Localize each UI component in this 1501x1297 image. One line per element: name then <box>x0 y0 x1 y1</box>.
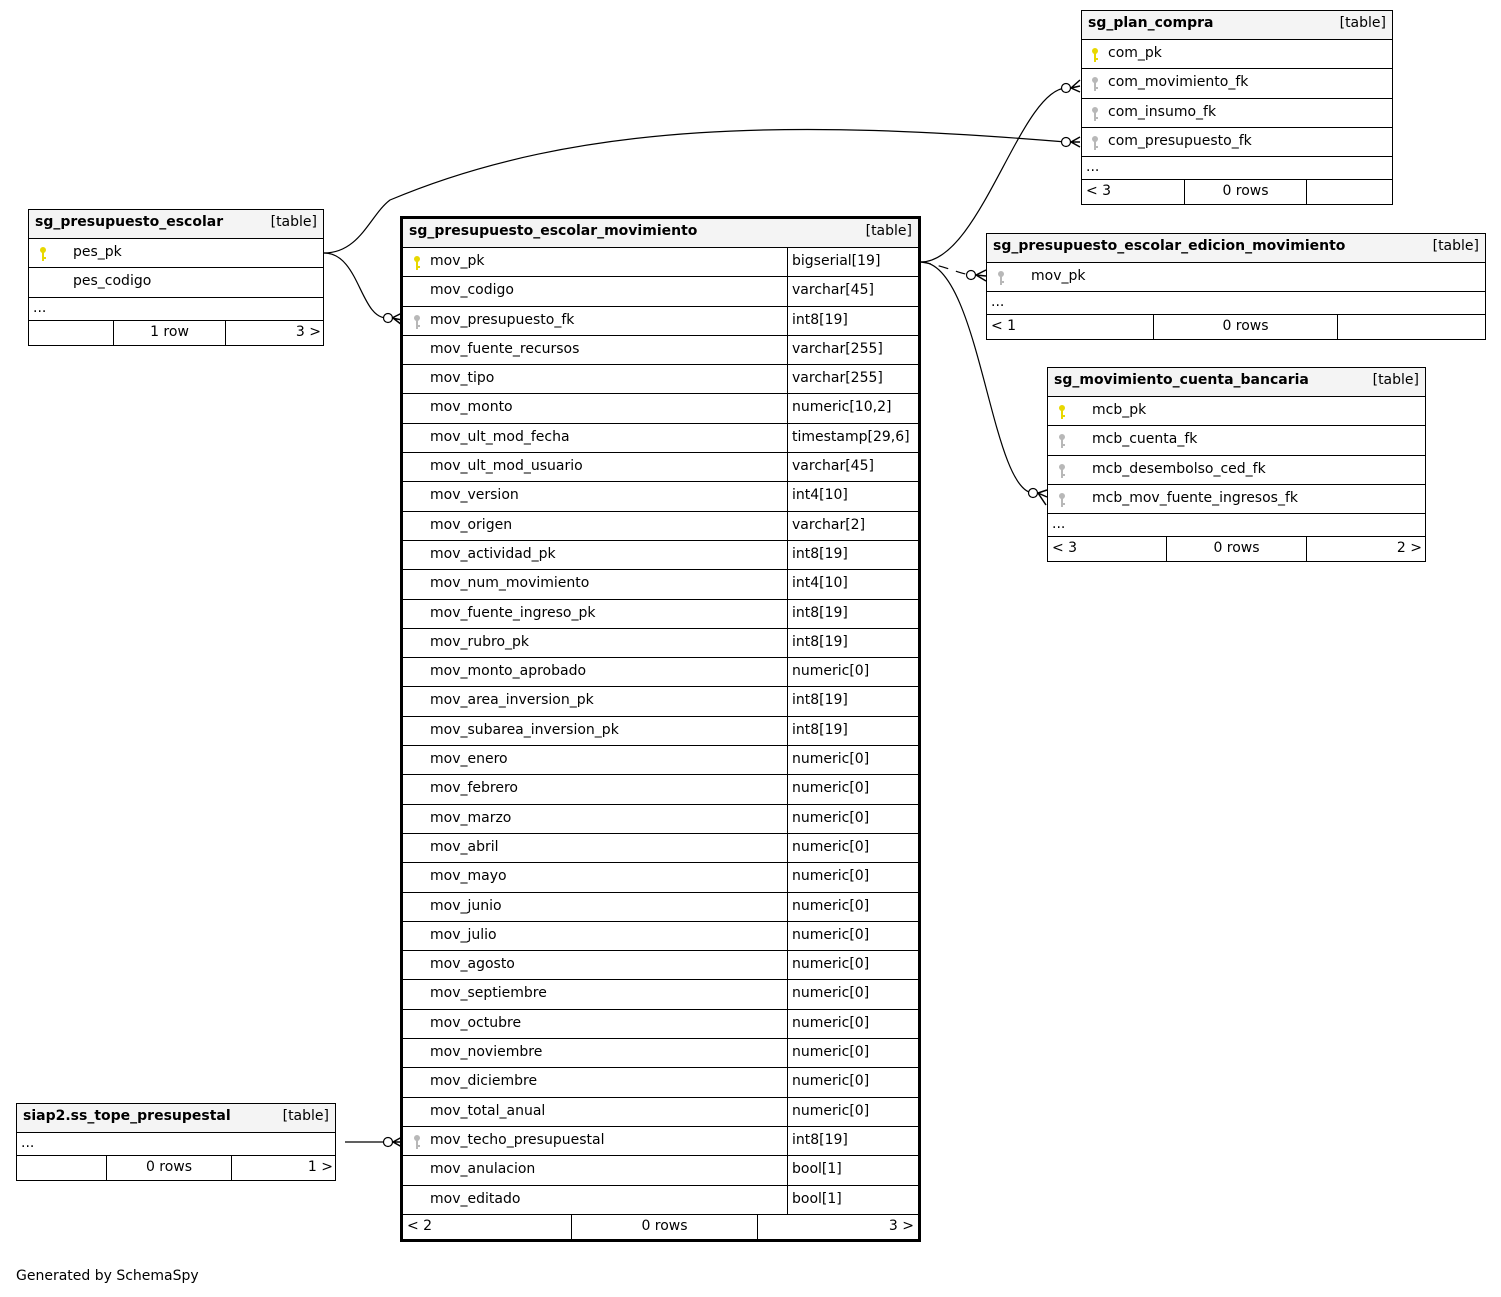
column-row <box>987 263 1485 292</box>
column-name: mov_total_anual <box>430 1102 546 1119</box>
column-type: varchar[255] <box>787 365 918 393</box>
table-sg-presupuesto-escolar-edicion-movimiento[interactable] <box>986 233 1486 340</box>
column-row <box>403 1127 918 1156</box>
column-type: int4[10] <box>787 482 918 510</box>
table-footer <box>1082 180 1392 204</box>
row-count: 0 rows <box>1153 315 1337 339</box>
table-kind: [table] <box>282 1108 329 1124</box>
row-count: 0 rows <box>106 1156 231 1180</box>
column-row <box>403 1098 918 1127</box>
parents-count[interactable] <box>33 321 113 345</box>
children-count[interactable]: 3 > <box>757 1215 916 1239</box>
generated-by-note: Generated by SchemaSpy <box>16 1268 199 1284</box>
more-columns[interactable] <box>29 298 323 321</box>
foreign-key-icon <box>1058 463 1066 479</box>
column-name: mov_presupuesto_fk <box>430 311 575 328</box>
column-name: mcb_mov_fuente_ingresos_fk <box>1092 489 1299 506</box>
children-count[interactable] <box>1337 315 1483 339</box>
column-row <box>403 893 918 922</box>
column-type: numeric[0] <box>787 775 918 803</box>
column-type: int8[19] <box>787 1127 918 1155</box>
more-text: ... <box>1086 159 1100 176</box>
optional-circle <box>967 271 976 280</box>
column-row <box>403 482 918 511</box>
column-row <box>403 1156 918 1185</box>
column-row <box>403 980 918 1009</box>
column-row <box>403 951 918 980</box>
column-row <box>403 1039 918 1068</box>
table-header <box>1048 368 1425 397</box>
column-name: mov_agosto <box>430 956 515 973</box>
column-row <box>403 687 918 716</box>
column-row <box>403 336 918 365</box>
column-row <box>1048 485 1425 514</box>
foreign-key-icon <box>413 314 421 330</box>
column-name: mov_septiembre <box>430 985 547 1002</box>
column-row <box>403 277 918 306</box>
column-row <box>1082 128 1392 157</box>
column-type: int8[19] <box>787 600 918 628</box>
column-row <box>403 834 918 863</box>
column-name: mov_noviembre <box>430 1044 543 1061</box>
foreign-key-icon <box>1091 135 1099 151</box>
column-row <box>403 512 918 541</box>
column-name: com_movimiento_fk <box>1108 74 1249 91</box>
foreign-key-icon <box>413 1134 421 1150</box>
table-sg-presupuesto-escolar[interactable] <box>28 209 324 346</box>
column-name: mov_pk <box>430 253 485 269</box>
table-name: sg_plan_compra <box>1088 15 1214 31</box>
row-count: 0 rows <box>1166 537 1306 561</box>
column-row <box>403 365 918 394</box>
more-text: ... <box>21 1135 35 1151</box>
column-row <box>403 1068 918 1097</box>
column-row <box>29 268 323 297</box>
column-type: numeric[0] <box>787 746 918 774</box>
table-footer <box>17 1156 335 1180</box>
column-type: numeric[0] <box>787 805 918 833</box>
table-footer <box>29 321 323 345</box>
foreign-key-icon <box>1058 492 1066 508</box>
table-kind: [table] <box>1432 238 1479 254</box>
optional-circle <box>384 1138 393 1147</box>
foreign-key-icon <box>997 270 1005 286</box>
more-text: ... <box>991 294 1005 311</box>
optional-circle <box>1029 489 1038 498</box>
column-type: numeric[0] <box>787 980 918 1008</box>
column-type: int8[19] <box>787 629 918 657</box>
table-name: sg_presupuesto_escolar_edicion_movimiento <box>993 238 1346 254</box>
optional-circle <box>1062 138 1071 147</box>
column-row <box>29 239 323 268</box>
column-row <box>403 775 918 804</box>
column-row <box>403 805 918 834</box>
column-row <box>403 717 918 746</box>
optional-circle <box>1062 84 1071 93</box>
column-row <box>403 863 918 892</box>
table-header <box>403 219 918 248</box>
parents-count[interactable]: < 3 <box>1052 540 1078 557</box>
more-columns[interactable] <box>1082 157 1392 180</box>
column-name: mov_diciembre <box>430 1073 538 1090</box>
column-row <box>403 658 918 687</box>
parents-count[interactable]: < 2 <box>407 1217 433 1234</box>
table-header <box>987 234 1485 263</box>
column-type: timestamp[29,6] <box>787 424 918 452</box>
column-row <box>1082 40 1392 69</box>
table-name: sg_presupuesto_escolar <box>35 214 224 230</box>
column-type: bigserial[19] <box>787 248 918 276</box>
children-count[interactable]: 2 > <box>1306 537 1422 561</box>
column-type: varchar[45] <box>787 453 918 481</box>
table-header <box>1082 11 1392 40</box>
column-row <box>1048 426 1425 455</box>
foreign-key-icon <box>1091 106 1099 122</box>
table-sg-movimiento-cuenta-bancaria[interactable] <box>1047 367 1426 562</box>
column-row <box>403 922 918 951</box>
column-name: com_presupuesto_fk <box>1108 132 1252 149</box>
column-row <box>403 541 918 570</box>
column-type: numeric[0] <box>787 951 918 979</box>
column-row <box>403 629 918 658</box>
column-name: mov_codigo <box>430 282 514 299</box>
column-name: mcb_desembolso_ced_fk <box>1092 460 1266 477</box>
more-columns[interactable] <box>17 1133 335 1156</box>
column-name: mov_pk <box>1031 268 1086 284</box>
column-name: mov_monto_aprobado <box>430 663 587 680</box>
column-name: com_insumo_fk <box>1108 103 1217 120</box>
column-type: int8[19] <box>787 687 918 715</box>
column-name: mcb_cuenta_fk <box>1092 431 1198 448</box>
parents-count[interactable]: < 1 <box>991 318 1017 335</box>
table-footer <box>1048 537 1425 561</box>
primary-key-icon <box>39 246 47 262</box>
column-name: mov_enero <box>430 751 508 768</box>
primary-key-icon <box>413 255 421 271</box>
column-type: numeric[0] <box>787 922 918 950</box>
column-row <box>403 248 918 277</box>
more-columns[interactable] <box>987 292 1485 315</box>
column-type: int8[19] <box>787 307 918 335</box>
column-row <box>403 307 918 336</box>
table-header <box>29 210 323 239</box>
column-name: mov_marzo <box>430 809 512 826</box>
column-type: numeric[0] <box>787 893 918 921</box>
column-name: mov_junio <box>430 897 502 914</box>
parents-count[interactable]: < 3 <box>1086 183 1112 200</box>
column-name: mov_anulacion <box>430 1161 536 1178</box>
row-count: 0 rows <box>571 1215 757 1239</box>
column-name: mov_monto <box>430 399 513 416</box>
column-type: numeric[0] <box>787 863 918 891</box>
column-name: mov_fuente_recursos <box>430 340 580 357</box>
column-row <box>1048 397 1425 426</box>
column-row <box>403 1186 918 1215</box>
column-type: numeric[0] <box>787 1039 918 1067</box>
table-kind: [table] <box>865 223 912 239</box>
column-name: pes_pk <box>73 244 122 260</box>
column-type: bool[1] <box>787 1156 918 1184</box>
column-name: mov_area_inversion_pk <box>430 692 594 709</box>
column-name: mov_ult_mod_usuario <box>430 458 583 475</box>
table-footer <box>403 1215 918 1239</box>
column-name: mov_origen <box>430 516 513 533</box>
column-type: numeric[0] <box>787 1010 918 1038</box>
column-row <box>1048 456 1425 485</box>
column-name: com_pk <box>1108 45 1162 61</box>
column-name: mov_mayo <box>430 868 507 885</box>
column-name: mov_octubre <box>430 1014 522 1031</box>
column-row <box>403 600 918 629</box>
table-kind: [table] <box>1372 372 1419 388</box>
column-row <box>403 424 918 453</box>
column-type: int4[10] <box>787 570 918 598</box>
table-name: sg_movimiento_cuenta_bancaria <box>1054 372 1309 388</box>
column-name: mov_editado <box>430 1190 521 1207</box>
column-type: varchar[45] <box>787 277 918 305</box>
children-count[interactable]: 1 > <box>231 1156 333 1180</box>
column-row <box>403 394 918 423</box>
column-name: mov_julio <box>430 926 497 943</box>
children-count[interactable]: 3 > <box>225 321 321 345</box>
row-count: 1 row <box>113 321 225 345</box>
column-type: int8[19] <box>787 717 918 745</box>
row-count: 0 rows <box>1184 180 1306 204</box>
column-list <box>403 248 918 1215</box>
column-name: mov_techo_presupuestal <box>430 1131 605 1148</box>
column-type: varchar[2] <box>787 512 918 540</box>
column-name: mov_ult_mod_fecha <box>430 428 570 445</box>
column-type: bool[1] <box>787 1186 918 1214</box>
table-ss-tope-presupestal[interactable] <box>16 1103 336 1181</box>
children-count[interactable] <box>1306 180 1390 204</box>
column-name: mov_abril <box>430 838 499 855</box>
table-kind: [table] <box>270 214 317 230</box>
column-name: mov_febrero <box>430 780 518 797</box>
table-footer <box>987 315 1485 339</box>
column-name: mov_fuente_ingreso_pk <box>430 604 596 621</box>
foreign-key-icon <box>1058 433 1066 449</box>
column-type: numeric[10,2] <box>787 394 918 422</box>
column-name: mcb_pk <box>1092 402 1147 418</box>
primary-key-icon <box>1058 404 1066 420</box>
more-columns[interactable] <box>1048 514 1425 537</box>
table-kind: [table] <box>1339 15 1386 31</box>
table-name: sg_presupuesto_escolar_movimiento <box>409 223 698 239</box>
column-name: mov_version <box>430 487 519 504</box>
column-name: mov_num_movimiento <box>430 575 590 592</box>
table-header <box>17 1104 335 1133</box>
column-row <box>403 746 918 775</box>
table-sg-presupuesto-escolar-movimiento[interactable] <box>400 216 921 1242</box>
table-name: siap2.ss_tope_presupestal <box>23 1108 231 1124</box>
optional-circle <box>384 314 393 323</box>
column-row <box>403 1010 918 1039</box>
column-type: int8[19] <box>787 541 918 569</box>
column-type: numeric[0] <box>787 1068 918 1096</box>
column-name: pes_codigo <box>73 273 152 290</box>
parents-count[interactable] <box>21 1156 106 1180</box>
primary-key-icon <box>1091 47 1099 63</box>
more-text: ... <box>1052 516 1066 533</box>
column-row <box>1082 69 1392 98</box>
table-sg-plan-compra[interactable] <box>1081 10 1393 205</box>
column-type: numeric[0] <box>787 658 918 686</box>
column-name: mov_tipo <box>430 370 495 387</box>
column-name: mov_rubro_pk <box>430 633 530 650</box>
column-row <box>403 453 918 482</box>
column-type: varchar[255] <box>787 336 918 364</box>
column-name: mov_actividad_pk <box>430 545 556 562</box>
column-type: numeric[0] <box>787 834 918 862</box>
column-row <box>1082 99 1392 128</box>
column-type: numeric[0] <box>787 1098 918 1126</box>
column-row <box>403 570 918 599</box>
more-text: ... <box>33 299 47 316</box>
column-name: mov_subarea_inversion_pk <box>430 721 619 738</box>
foreign-key-icon <box>1091 76 1099 92</box>
